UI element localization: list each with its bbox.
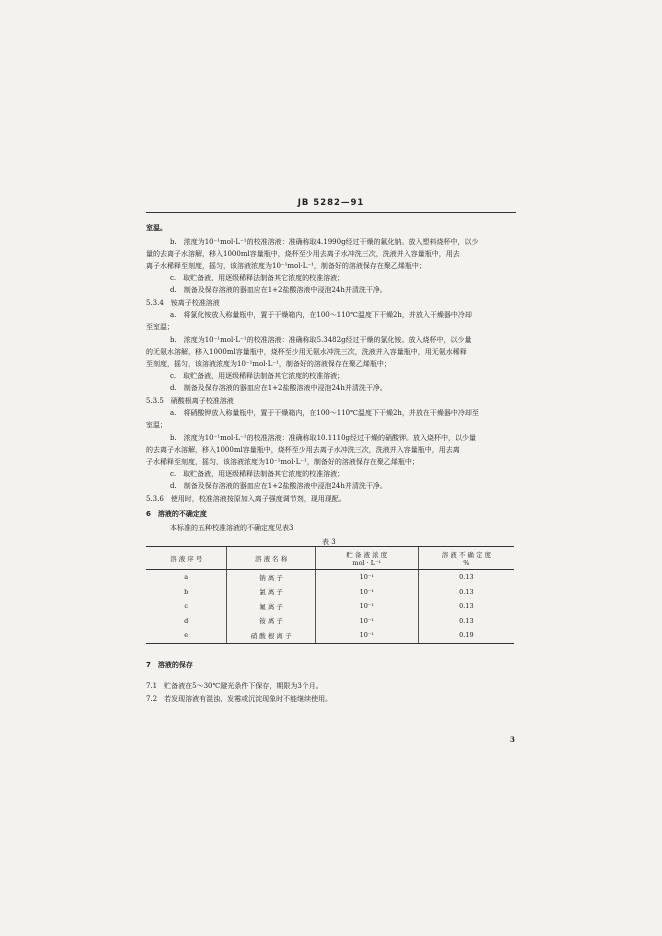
text-line: 5.3.6 使用时，校准溶液按原加入离子强度调节剂，现用现配。 [146,495,346,503]
text-line: 7.2 若发现溶液有混浊、发霉或沉淀现象时不能继续使用。 [146,695,333,703]
table-cell: 10⁻¹ [315,599,418,614]
table-cell: 10⁻¹ [315,614,418,629]
table-cell: 0.13 [418,570,514,585]
text-line: b. 浓度为10⁻¹mol·L⁻¹的校准溶液：准确称取10.1110g经过干燥的硝酸钾。放入烧杯中，以少量 [170,434,477,442]
text-line: b. 浓度为10⁻¹mol·L⁻¹的校准溶液：准确称取5.3482g经过干燥的氯化铵。放入烧杯中，以少量 [170,336,472,344]
text-line: 离子水稀释至刻度，摇匀，该溶液浓度为10⁻¹mol·L⁻¹，制备好的溶液保存在聚乙烯瓶中； [146,262,426,270]
table-cell: 硝 酸 根 离 子 [227,628,315,643]
table-cell: 氯 离 子 [227,585,315,600]
text-line: 室温。 [146,224,167,232]
col-header: 溶 液 不 确 定 度 % [418,547,514,570]
text-line: 至室温； [146,323,174,331]
text-line: 5.3.5 硝酸根离子校准溶液 [146,397,234,405]
table-row [146,599,514,614]
table-cell: c [184,602,189,611]
col-header: 溶 液 名 称 [227,547,315,570]
text-line: d. 制备及保存溶液的器皿应在1+2盐酸溶液中浸泡24h并清洗干净。 [170,286,387,294]
text-line: c. 取贮备液，用逐级稀释法制备其它浓度的校准溶液； [170,470,345,478]
table-cell: d [184,616,189,625]
text-line: 6 溶液的不确定度 [146,510,207,518]
table-cell: 10⁻¹ [315,570,418,585]
header-rule [146,212,516,213]
text-line: c. 取贮备液，用逐级稀释法制备其它浓度的校准溶液； [170,372,345,380]
text-line: d. 制备及保存溶液的器皿应在1+2盐酸溶液中浸泡24h并清洗干净。 [170,384,387,392]
text-line: 子水稀释至刻度，摇匀，该溶液浓度为10⁻¹mol·L⁻¹，制备好的溶液保存在聚乙烯瓶中； [146,458,419,466]
col-header: 贮 备 液 浓 度 mol · L⁻¹ [315,547,418,570]
text-line: c. 取贮备液，用逐级稀释法制备其它浓度的校准溶液； [170,274,345,282]
text-line: 5.3.4 铵离子校准溶液 [146,299,220,307]
table-cell: 氟 离 子 [227,599,315,614]
table-cell: 钠 离 子 [227,570,315,585]
text-line: 的去离子水溶解，移入1000ml容量瓶中，烧杯至少用去离子水冲洗三次，洗液并入容量瓶中，用去离 [146,446,460,454]
table-cell: 0.13 [418,585,514,600]
text-line: 室温； [146,421,167,429]
table-row [146,614,514,629]
text-line: 至刻度，摇匀，该溶液浓度为10⁻¹mol·L⁻¹，制备好的溶液保存在聚乙烯瓶中； [146,360,391,368]
page-number: 3 [510,735,515,744]
table-cell: 10⁻¹ [315,628,418,643]
table-cell: 0.13 [418,599,514,614]
standard-header: JB 5282—91 [297,198,365,208]
table-row [146,628,514,643]
table-header-row [146,547,514,570]
table-cell: 铵 离 子 [227,614,315,629]
text-line: b. 浓度为10⁻¹mol·L⁻¹的校准溶液：准确称取4.1990g经过干燥的氟化钠。放入塑料烧杯中，以少 [170,238,479,246]
text-line: 7 溶液的保存 [146,661,193,669]
table-cell: a [184,573,189,582]
col-header: 溶 液 序 号 [146,547,227,570]
text-line: a. 将硝酸钾放入称量瓶中，置于干燥箱内，在100～110℃温度下干燥2h，并放在干燥器中冷却至 [170,409,479,417]
text-line: 量的去离子水溶解，移入1000ml容量瓶中，烧杯至少用去离子水冲洗三次，洗液并入容量瓶中，用去 [146,250,460,258]
table-cell: b [184,587,189,596]
table-cell: 0.19 [418,628,514,643]
table-cell: e [146,628,227,643]
text-line: a. 将氯化铵放入称量瓶中，置于干燥箱内，在100～110℃温度下干燥2h，并放入干燥器中冷却 [170,311,472,319]
table-cell: 0.13 [418,614,514,629]
table-row [146,570,514,585]
text-line: 的无氨水溶解，移入1000ml容量瓶中，烧杯至少用无氨水冲洗三次，洗液并入容量瓶中，用无氨水稀释 [146,348,467,356]
text-line: 本标准的五种校准溶液的不确定度见表3 [170,524,294,532]
table-3 [146,546,514,644]
table-row [146,585,514,600]
text-line: 表 3 [322,538,336,546]
text-line: d. 制备及保存溶液的器皿应在1+2盐酸溶液中浸泡24h并清洗干净。 [170,482,387,490]
text-line: 7.1 贮备液在5～30℃避光条件下保存，期限为3个月。 [146,682,323,690]
table-cell: 10⁻¹ [315,585,418,600]
